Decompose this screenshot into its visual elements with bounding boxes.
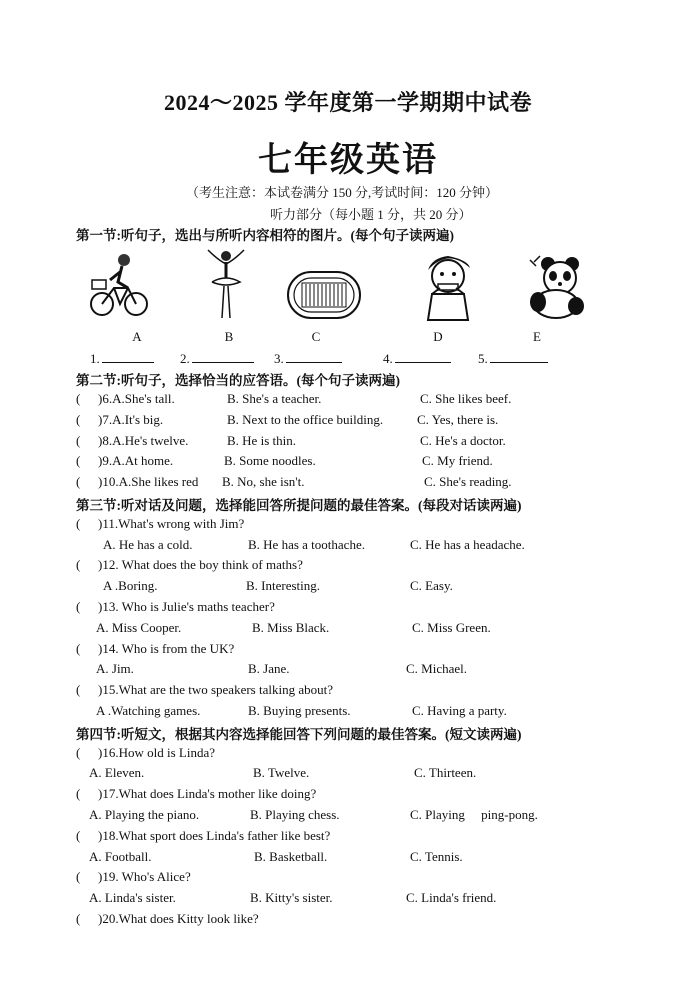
- subject-title: 七年级英语: [258, 142, 438, 179]
- option-10-b: B. No, she isn't.: [222, 474, 305, 489]
- option-13-b: B. Miss Black.: [252, 620, 330, 635]
- picture-label-d: D: [433, 329, 443, 344]
- question-8: ( )8.A.He's twelve.: [76, 433, 189, 448]
- option-12-a: A .Boring.: [103, 578, 158, 593]
- option-11-b: B. He has a toothache.: [248, 537, 365, 552]
- panda-icon: [526, 254, 592, 320]
- option-8-c: C. He's a doctor.: [420, 433, 506, 448]
- section2-heading: 第二节:听句子，选择恰当的应答语。(每个句子读两遍): [76, 373, 400, 388]
- question-17: ( )17.What does Linda's mother like doing?: [76, 786, 317, 801]
- question-7: ( )7.A.It's big.: [76, 412, 164, 427]
- option-16-c: C. Thirteen.: [414, 765, 477, 780]
- question-10: ( )10.A.She likes red: [76, 474, 199, 489]
- option-9-b: B. Some noodles.: [224, 453, 316, 468]
- question-11: ( )11.What's wrong with Jim?: [76, 516, 245, 531]
- answer-blank-3[interactable]: [274, 349, 342, 367]
- option-13-a: A. Miss Cooper.: [96, 620, 182, 635]
- option-8-b: B. He is thin.: [227, 433, 296, 448]
- option-17-b: B. Playing chess.: [250, 807, 340, 822]
- exam-title: 2024～2025 学年度第一学期期中试卷: [163, 90, 532, 115]
- answer-number: 1.: [90, 351, 100, 366]
- option-6-c: C. She likes beef.: [420, 391, 512, 406]
- option-15-c: C. Having a party.: [412, 703, 507, 718]
- option-10-c: C. She's reading.: [424, 474, 512, 489]
- section4-heading: 第四节:听短文，根据其内容选择能回答下列问题的最佳答案。(短文读两遍): [76, 727, 522, 742]
- option-16-a: A. Eleven.: [89, 765, 145, 780]
- option-19-c: C. Linda's friend.: [406, 890, 497, 905]
- section1-heading: 第一节:听句子，选出与所听内容相符的图片。(每个句子读两遍): [76, 228, 454, 243]
- option-11-a: A. He has a cold.: [103, 537, 193, 552]
- listening-part-heading: 听力部分（每小题 1 分，共 20 分）: [270, 207, 472, 222]
- picture-label-a: A: [132, 329, 142, 344]
- answer-blank-1[interactable]: [90, 349, 154, 367]
- option-17-a: A. Playing the piano.: [89, 807, 200, 822]
- question-18: ( )18.What sport does Linda's father like best?: [76, 828, 331, 843]
- option-15-b: B. Buying presents.: [248, 703, 351, 718]
- answer-number: 4.: [383, 351, 393, 366]
- picture-label-e: E: [533, 329, 541, 344]
- boy-playing-harmonica-icon: [418, 248, 480, 324]
- option-17-c: C. Playing ping-pong.: [410, 807, 538, 822]
- option-7-c: C. Yes, there is.: [417, 412, 499, 427]
- question-12: ( )12. What does the boy think of maths?: [76, 557, 303, 572]
- answer-number: 5.: [478, 351, 488, 366]
- option-19-a: A. Linda's sister.: [89, 890, 176, 905]
- answer-number: 3.: [274, 351, 284, 366]
- option-18-c: C. Tennis.: [410, 849, 463, 864]
- option-11-c: C. He has a headache.: [410, 537, 525, 552]
- question-6: ( )6.A.She's tall.: [76, 391, 175, 406]
- cyclist-icon: [88, 252, 150, 322]
- answer-blank-2[interactable]: [180, 349, 254, 367]
- option-14-a: A. Jim.: [96, 661, 134, 676]
- answer-number: 2.: [180, 351, 190, 366]
- section3-heading: 第三节:听对话及问题，选择能回答所提问题的最佳答案。(每段对话读两遍): [76, 498, 522, 513]
- question-20: ( )20.What does Kitty look like?: [76, 911, 259, 926]
- question-16: ( )16.How old is Linda?: [76, 745, 215, 760]
- running-track-icon: [286, 270, 362, 320]
- option-7-b: B. Next to the office building.: [227, 412, 384, 427]
- option-18-b: B. Basketball.: [254, 849, 328, 864]
- question-19: ( )19. Who's Alice?: [76, 869, 191, 884]
- option-19-b: B. Kitty's sister.: [250, 890, 333, 905]
- question-14: ( )14. Who is from the UK?: [76, 641, 235, 656]
- question-15: ( )15.What are the two speakers talking about?: [76, 682, 333, 697]
- answer-blank-4[interactable]: [383, 349, 451, 367]
- answer-blank-5[interactable]: [478, 349, 548, 367]
- ballerina-icon: [202, 246, 250, 322]
- option-18-a: A. Football.: [89, 849, 152, 864]
- option-12-c: C. Easy.: [410, 578, 453, 593]
- exam-note: （考生注意：本试卷满分 150 分,考试时间：120 分钟）: [186, 185, 499, 200]
- option-15-a: A .Watching games.: [96, 703, 201, 718]
- picture-label-b: B: [224, 329, 234, 344]
- option-6-b: B. She's a teacher.: [227, 391, 322, 406]
- option-12-b: B. Interesting.: [246, 578, 321, 593]
- option-16-b: B. Twelve.: [253, 765, 310, 780]
- option-14-b: B. Jane.: [248, 661, 290, 676]
- picture-label-c: C: [311, 329, 321, 344]
- option-13-c: C. Miss Green.: [412, 620, 491, 635]
- question-13: ( )13. Who is Julie's maths teacher?: [76, 599, 275, 614]
- question-9: ( )9.A.At home.: [76, 453, 174, 468]
- option-9-c: C. My friend.: [422, 453, 493, 468]
- option-14-c: C. Michael.: [406, 661, 468, 676]
